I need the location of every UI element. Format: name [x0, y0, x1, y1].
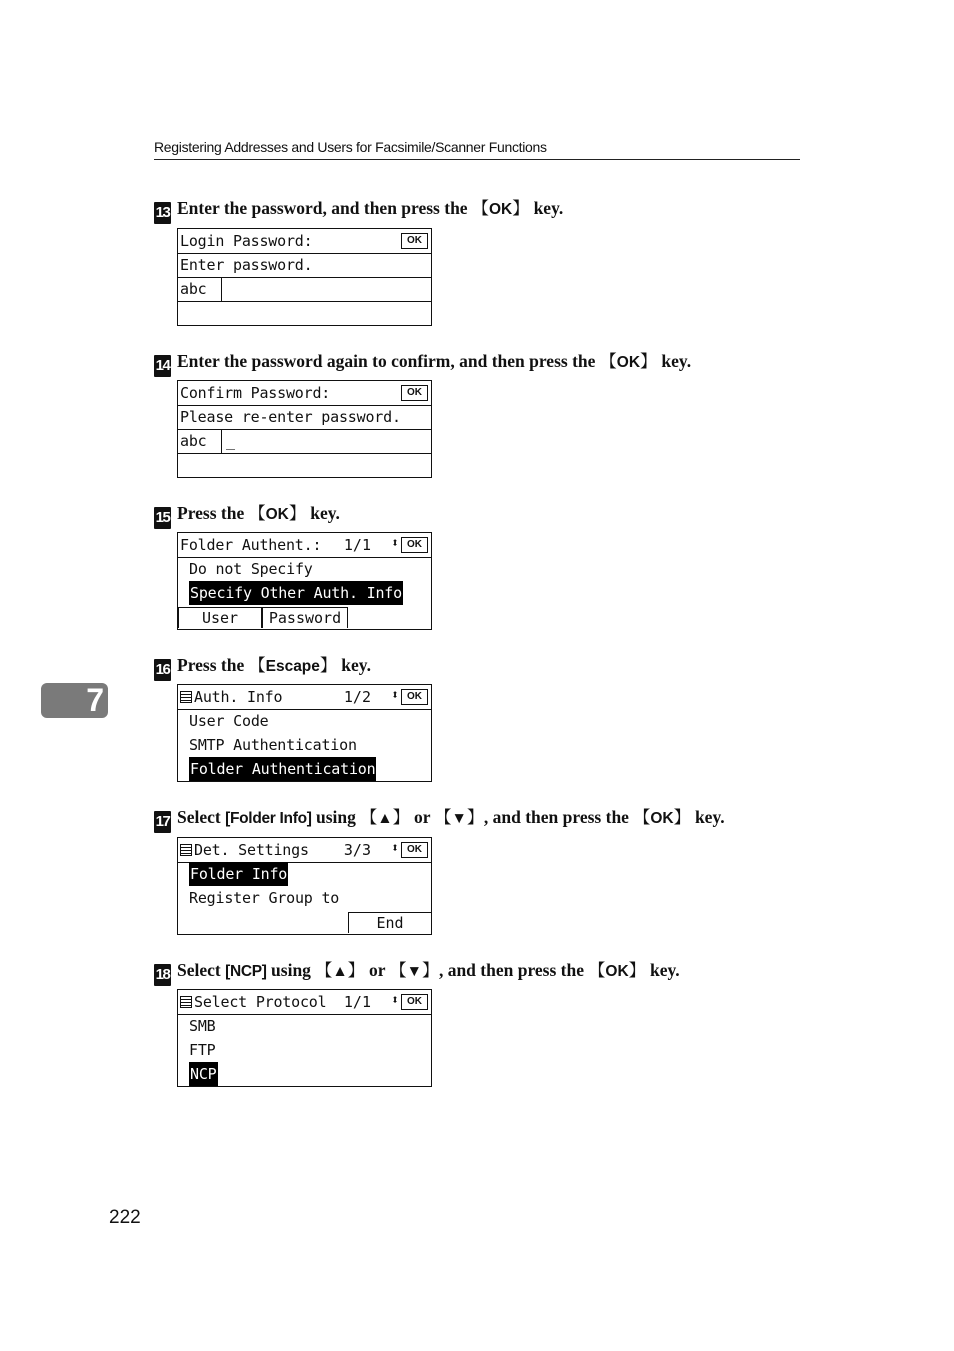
ok-icon: OK [401, 994, 428, 1010]
option-ftp[interactable]: FTP [189, 1041, 216, 1059]
ok-icon: OK [401, 842, 428, 858]
step-number: 18 [154, 964, 171, 986]
option-register-group[interactable]: Register Group to [189, 889, 340, 907]
lcd-title: Folder Authent.: [180, 536, 322, 554]
option-folder-authentication[interactable]: Folder Authentication [189, 757, 376, 781]
escape-key: 【Escape】 [248, 656, 337, 675]
up-key: 【▲】 [360, 808, 410, 827]
lcd-title: Login Password: [180, 232, 313, 250]
down-key: 【▼】 [434, 808, 484, 827]
step-17-instruction: 17 Select [Folder Info] using 【▲】 or 【▼】, and then press the 【OK】 key. [154, 803, 725, 829]
ok-key: 【OK】 [471, 199, 530, 218]
password-soft-key[interactable]: Password [262, 607, 348, 628]
lcd-title: Select Protocol [194, 993, 327, 1011]
password-input[interactable]: _ [226, 432, 235, 450]
step-13-instruction: 13 Enter the password, and then press the 【OK】 key. [154, 194, 563, 220]
up-key: 【▲】 [315, 961, 365, 980]
lcd-title: Auth. Info [194, 688, 283, 706]
input-mode-label: abc [180, 280, 207, 298]
menu-icon [180, 691, 192, 703]
ok-icon: OK [401, 385, 428, 401]
option-smtp-authentication[interactable]: SMTP Authentication [189, 736, 357, 754]
menu-icon [180, 996, 192, 1008]
option-ncp[interactable]: NCP [189, 1062, 218, 1086]
option-do-not-specify[interactable]: Do not Specify [189, 560, 313, 578]
scroll-arrows-icon: ⬍ [391, 993, 399, 1008]
lcd-auth-info [177, 684, 432, 782]
step-number: 15 [154, 507, 171, 529]
page-count: 3/3 [343, 841, 371, 859]
ncp-label: [NCP] [225, 963, 267, 980]
lcd-login-password [177, 228, 432, 326]
ok-icon: OK [401, 233, 428, 249]
ok-key: 【OK】 [248, 504, 306, 523]
lcd-message: Enter password. [180, 256, 313, 274]
lcd-det-settings [177, 837, 432, 935]
scroll-arrows-icon: ⬍ [391, 688, 399, 703]
step-number: 14 [154, 355, 171, 377]
scroll-arrows-icon: ⬍ [391, 841, 399, 856]
step-number: 17 [154, 811, 171, 833]
option-user-code[interactable]: User Code [189, 712, 269, 730]
ok-icon: OK [401, 537, 428, 553]
step-15-instruction: 15 Press the 【OK】 key. [154, 499, 340, 525]
input-mode-label: abc [180, 432, 207, 450]
down-key: 【▼】 [389, 961, 439, 980]
end-soft-key[interactable]: End [348, 912, 432, 933]
ok-key: 【OK】 [599, 352, 658, 371]
lcd-title: Confirm Password: [180, 384, 331, 402]
lcd-confirm-password [177, 380, 432, 478]
user-soft-key[interactable]: User [178, 607, 262, 628]
lcd-title: Det. Settings [194, 841, 309, 859]
page-count: 1/2 [343, 688, 371, 706]
option-smb[interactable]: SMB [189, 1017, 216, 1035]
scroll-arrows-icon: ⬍ [391, 536, 399, 551]
page-number: 222 [109, 1207, 141, 1228]
step-18-instruction: 18 Select [NCP] using 【▲】 or 【▼】, and then press the 【OK】 key. [154, 956, 680, 982]
option-folder-info[interactable]: Folder Info [189, 862, 288, 886]
ok-key: 【OK】 [588, 961, 646, 980]
menu-icon [180, 844, 192, 856]
running-header: Registering Addresses and Users for Facsimile/Scanner Functions [154, 139, 800, 160]
ok-icon: OK [401, 689, 428, 705]
page-count: 1/1 [343, 993, 371, 1011]
lcd-folder-authent [177, 532, 432, 630]
step-number: 16 [154, 659, 171, 681]
option-specify-other-auth[interactable]: Specify Other Auth. Info [189, 581, 403, 605]
ok-key: 【OK】 [633, 808, 691, 827]
chapter-tab: 7 [41, 683, 108, 718]
lcd-select-protocol [177, 989, 432, 1087]
step-14-instruction: 14 Enter the password again to confirm, and then press the 【OK】 key. [154, 347, 691, 373]
step-number: 13 [154, 202, 171, 224]
folder-info-label: [Folder Info] [225, 810, 312, 827]
page-count: 1/1 [343, 536, 371, 554]
step-16-instruction: 16 Press the 【Escape】 key. [154, 651, 371, 677]
lcd-message: Please re-enter password. [180, 408, 401, 426]
